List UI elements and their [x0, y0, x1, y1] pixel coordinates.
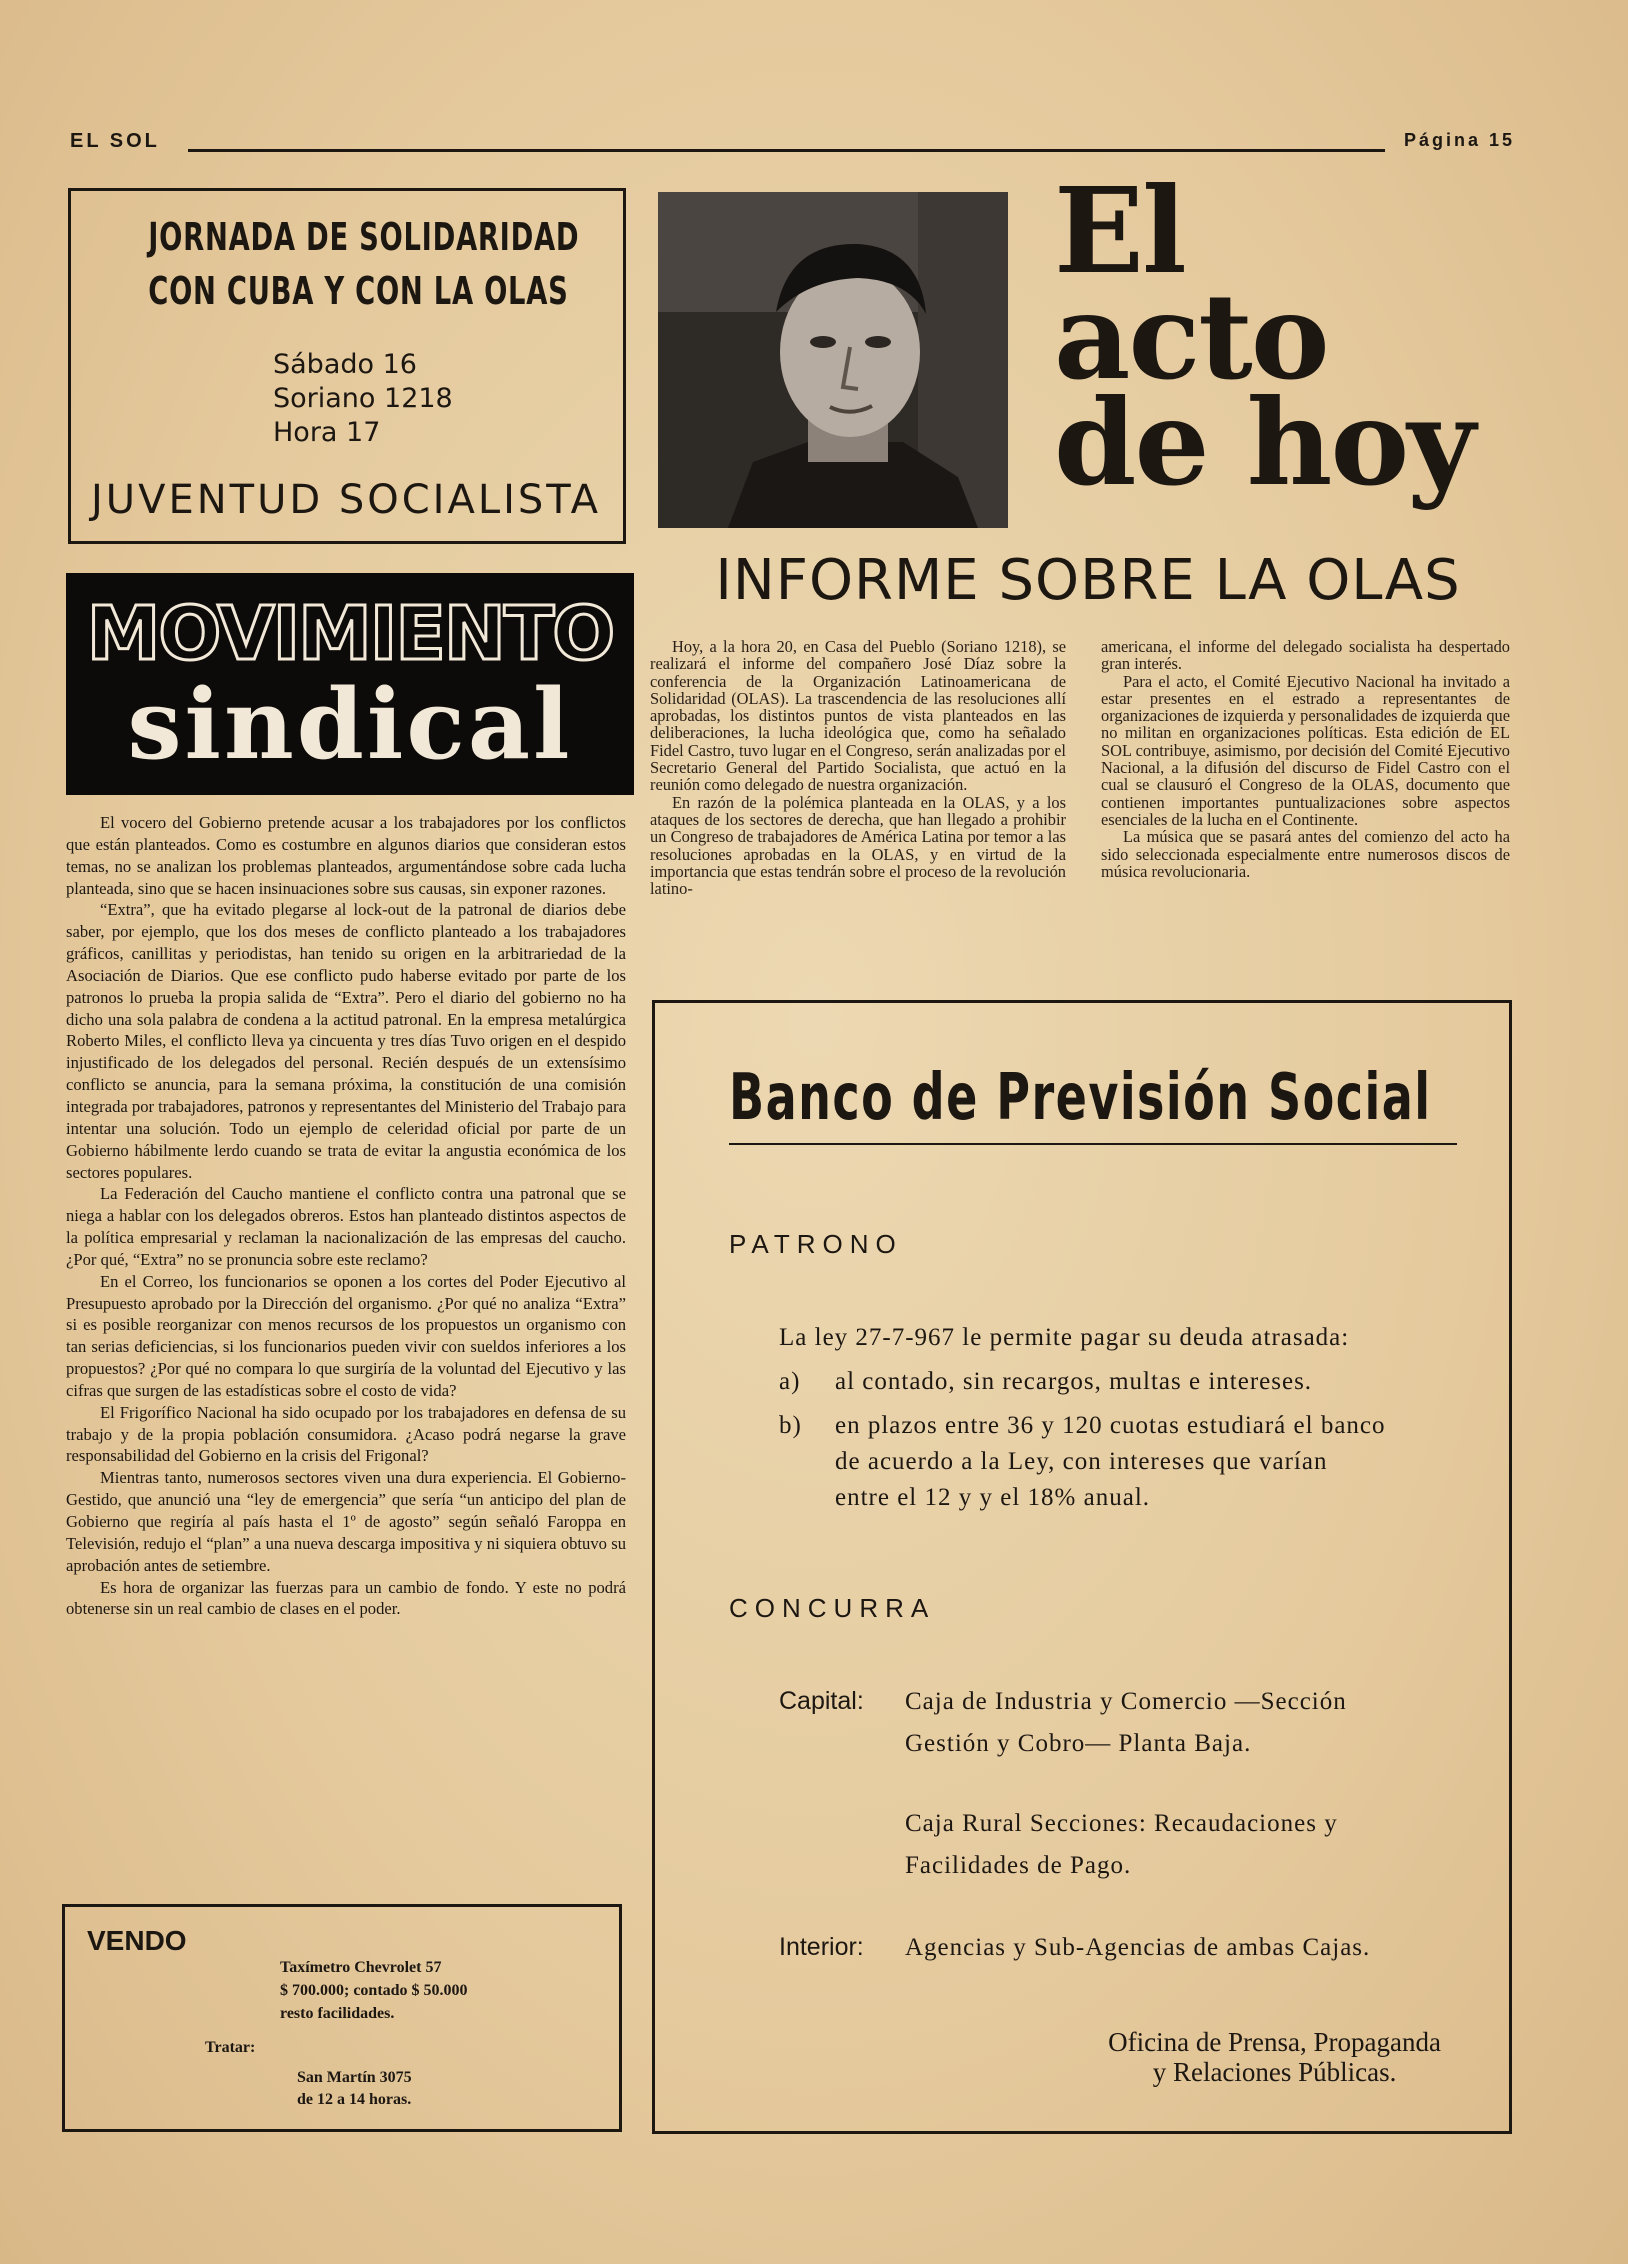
capital-text: Facilidades de Pago.: [905, 1852, 1132, 1879]
movimiento-sindical-banner: [66, 573, 634, 795]
banco-rule: [729, 1143, 1457, 1145]
acto-headline: [1054, 161, 1474, 512]
vendo-line: $ 700.000; contado $ 50.000: [280, 1982, 468, 1999]
article-paragraph: En el Correo, los funcionarios se oponen a los cortes del Poder Ejecutivo al Presupuesto aprobado por la Dirección del organismo. ¿Por qué no analiza “Extra” si es posible reorganizar con menos recursos de los propuestos un organismo con tan serias deficiencias, si los funcionarios pueden vivir con sueldos inferiores a los propuestos? ¿Por qué no compara lo que surgiría de la voluntad del Ejecutivo y las cifras que surgen de las estadísticas sobre el costo de vida?: [66, 1271, 626, 1400]
article-paragraph: Hoy, a la hora 20, en Casa del Pueblo (Soriano 1218), se realizará el informe del compañero José Díaz sobre la conferencia de la Organización Latinoamericana de Solidaridad (OLAS). La trascendencia de las resoluciones allí aprobadas, los distintos puntos de vista planteados en las deliberaciones, la lucha ideológica que, como ha señalado Fidel Castro, tuvo lugar en el Congreso, serán analizadas por el Secretario General del Partido Socialista, que actuó en la reunión como delegado de nuestra organización.: [650, 637, 1066, 795]
jornada-date: Sábado 16: [273, 349, 417, 380]
option-b-mark: b): [779, 1412, 802, 1439]
option-a-mark: a): [779, 1368, 801, 1395]
concurra-heading: CONCURRA: [729, 1593, 936, 1623]
jornada-title-2: CON CUBA Y CON LA OLAS: [148, 269, 569, 313]
article-paragraph: La Federación del Caucho mantiene el conflicto contra una patronal que se niega a hablar con los delegados obreros. Estos han planteado distintos aspectos de la política empresarial y reclaman la nacionalización de las empresas del caucho. ¿Por qué, “Extra” no se pronuncia sobre este reclamo?: [66, 1184, 626, 1269]
capital-text: Gestión y Cobro— Planta Baja.: [905, 1730, 1252, 1757]
article-paragraph: Mientras tanto, numerosos sectores viven una dura experiencia. El Gobierno-Gestido, que anunció una “ley de emergencia” que sería “un anticipo del plan de Gobierno que regiría al país hasta el 1º de agosto” según señaló Faroppa en Televisión, redujo el “plan” a una nueva descarga impositiva y ni siquiera obtuvo su aprobación antes de setiembre.: [66, 1468, 626, 1575]
capital-label: Capital:: [779, 1687, 864, 1715]
masthead-rule: [188, 149, 1385, 152]
oficina-signature: [1108, 2027, 1441, 2087]
masthead: [70, 130, 1515, 156]
option-b-text: de acuerdo a la Ley, con intereses que varían: [835, 1448, 1328, 1475]
banner-word-sindical: sindical: [127, 668, 573, 781]
article-paragraph: Es hora de organizar las fuerzas para un cambio de fondo. Y este no podrá obtenerse sin un real cambio de clases en el poder.: [66, 1577, 626, 1619]
patrono-heading: PATRONO: [729, 1229, 903, 1259]
interior-label: Interior:: [779, 1933, 864, 1961]
option-a-text: al contado, sin recargos, multas e intereses.: [835, 1368, 1313, 1395]
movimiento-article: [66, 812, 626, 1892]
option-b-text: en plazos entre 36 y 120 cuotas estudiará el banco: [835, 1412, 1386, 1439]
banco-title: Banco de Previsión Social: [729, 1061, 1432, 1135]
article-paragraph: Para el acto, el Comité Ejecutivo Nacional ha invitado a estar presentes en el estrado a representantes de organizaciones de izquierda y personalidades de izquierda que no militan en organizaciones políticas. Esta edición de EL SOL contribuye, asimismo, por decisión del Comité Ejecutivo Nacional, a la difusión del discurso de Fidel Castro con el cual se clausuró el Congreso de la OLAS, documento que contienen importantes puntualizaciones sobre aspectos esenciales de la lucha en el Continente.: [1101, 671, 1510, 829]
article-paragraph: americana, el informe del delegado socialista ha despertado gran interés.: [1101, 637, 1510, 674]
capital-text: Caja de Industria y Comercio —Sección: [905, 1688, 1347, 1715]
jornada-address: Soriano 1218: [273, 383, 453, 414]
article-paragraph: En razón de la polémica planteada en la OLAS, y a los ataques de los sectores de derecha, que han llegado a prohibir un Congreso de trabajadores de América Latina por temor a las resoluciones aprobadas en la OLAS, y en virtud de la importancia que estas tendrán sobre el proceso de la revolución latino-: [650, 792, 1066, 899]
acto-column-right: [1101, 638, 1510, 880]
article-paragraph: El Frigorífico Nacional ha sido ocupado por los trabajadores en defensa de su trabajo y de la propia población consumidora. ¿Acaso podrá negarse la grave responsabilidad del Gobierno en la crisis del Frigonal?: [66, 1402, 626, 1466]
headline-line-1: El: [1054, 161, 1185, 300]
oficina-line: Oficina de Prensa, Propaganda: [1108, 2027, 1441, 2057]
article-paragraph: La música que se pasará antes del comienzo del acto ha sido seleccionada especialmente entre numerosos discos de música revolucionaria.: [1101, 827, 1510, 881]
vendo-title: VENDO: [87, 1925, 187, 1956]
oficina-line: y Relaciones Públicas.: [1152, 2057, 1397, 2087]
vendo-line: de 12 a 14 horas.: [297, 2091, 412, 2108]
vendo-line: Taxímetro Chevrolet 57: [280, 1959, 442, 1976]
jornada-org: JUVENTUD SOCIALISTA: [91, 477, 601, 523]
headline-line-2: acto: [1054, 267, 1328, 406]
paper-name: EL SOL: [70, 130, 160, 152]
headline-line-3: de hoy: [1054, 373, 1474, 512]
banner-word-movimiento: MOVIMIENTO: [86, 591, 614, 677]
vendo-line: San Martín 3075: [297, 2069, 412, 2086]
banco-ad: [652, 1000, 1512, 2134]
jornada-ad: [68, 188, 626, 544]
speaker-photo: [658, 192, 1008, 528]
jornada-title-1: JORNADA DE SOLIDARIDAD: [148, 215, 580, 259]
capital-text: Caja Rural Secciones: Recaudaciones y: [905, 1810, 1338, 1837]
interior-text: Agencias y Sub-Agencias de ambas Cajas.: [905, 1934, 1371, 1961]
ley-text: La ley 27-7-967 le permite pagar su deuda atrasada:: [779, 1324, 1350, 1351]
vendo-line: resto facilidades.: [280, 2005, 395, 2022]
acto-column-left: [650, 638, 1066, 897]
informe-subhead: INFORME SOBRE LA OLAS: [715, 548, 1461, 613]
vendo-tratar: Tratar:: [205, 2039, 256, 2056]
page-number: Página 15: [1403, 130, 1515, 150]
article-paragraph: “Extra”, que ha evitado plegarse al lock-out de la patronal de diarios debe saber, por ejemplo, que los dos meses de conflicto planteado a los trabajadores gráficos, canillitas y periodistas, han tenido su origen en la arbitrariedad de la Asociación de Diarios. Que ese conflicto pudo haberse evitado por parte de los patronos lo prueba la propia salida de “Extra”. Pero el diario del gobierno no ha dicho una sola palabra de condena a la actitud patronal. En la empresa metalúrgica Roberto Miles, el conflicto lleva ya cincuenta y tres días Tuvo origen en el despido injustificado de los delegados del personal. Recién después de un extensísimo conflicto se anuncia, para la semana próxima, la constitución de una comisión integrada por trabajadores, patronos y representantes del Ministerio del Trabajo para intentar una solución. Todo un ejemplo de celeridad oficial por parte de un Gobierno hábilmente lerdo cuando se trata de evitar la angustia económica de los sectores populares.: [66, 900, 626, 1182]
option-b-text: entre el 12 y y el 18% anual.: [835, 1484, 1151, 1511]
jornada-time: Hora 17: [273, 417, 381, 448]
article-paragraph: El vocero del Gobierno pretende acusar a los trabajadores por los conflictos que están planteados. Como es costumbre en algunos diarios que consideran estos temas, no se analizan los problemas planteados, argumentándose sobre cada lucha planteada, sino que se hacen insinuaciones sobre sus causas, sin exponer razones.: [66, 813, 626, 898]
vendo-classified: [62, 1904, 622, 2132]
